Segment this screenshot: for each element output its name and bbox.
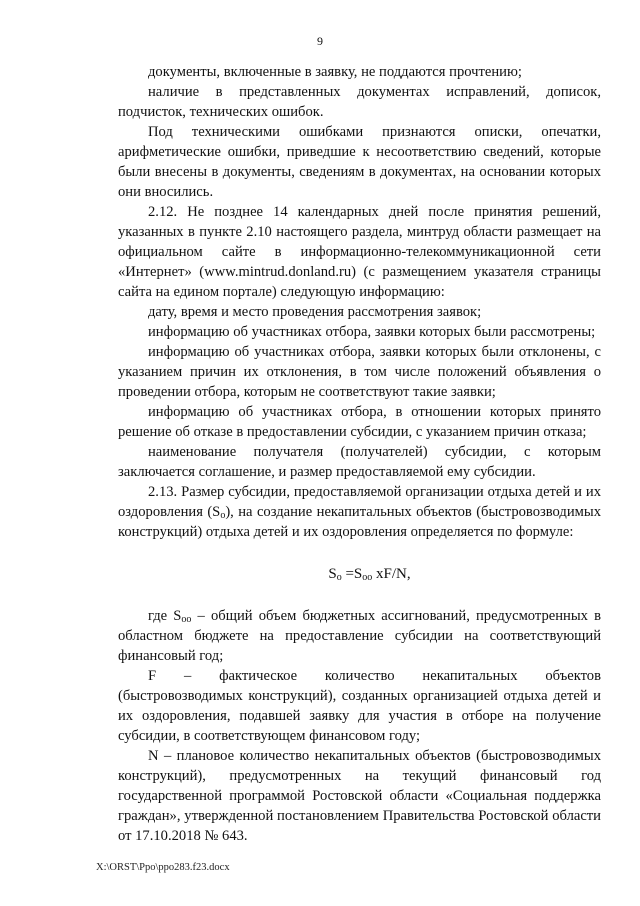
page-number: 9 — [317, 34, 323, 48]
paragraph: наличие в представленных документах исправлений, дописок, подчисток, технических ошибок. — [118, 84, 601, 120]
paragraph: информацию об участниках отбора, в отношении которых принято решение об отказе в предоставлении субсидии, с указанием причин отказа; — [118, 404, 601, 440]
spacer — [118, 542, 601, 564]
paragraph: Под техническими ошибками признаются описки, опечатки, арифметические ошибки, приведшие к несоответствию сведений, которые были внесены в документы, сведениям в документах, на основании которых они вносились. — [118, 124, 601, 200]
footer-file-path: X:\ORST\Ppo\ppo283.f23.docx — [96, 862, 230, 873]
paragraph: информацию об участниках отбора, заявки которых были отклонены, с указанием причин их отклонения, в том числе положений объявления о проведении отбора, которым не соответствуют такие заявки; — [118, 344, 601, 400]
spacer — [118, 584, 601, 606]
definition-n: N – плановое количество некапитальных объектов (быстровозводимых конструкций), предусмотренных на текущий финансовый год государственной программой Ростовской области «Социальная поддержка граждан», утвержденной постановлением Правительства Ростовской области от 17.10.2018 № 643. — [118, 748, 601, 844]
formula: $S_o =S_{oo}$ xF/N, — [328, 566, 411, 583]
paragraph: наименование получателя (получателей) субсидии, с которым заключается соглашение, и размер предоставляемой ему субсидии. — [118, 444, 601, 480]
definition-f: F – фактическое количество некапитальных объектов (быстровозводимых конструкций), созданных организацией отдыха детей и их оздоровления, подавшей заявку для участия в отборе на получение субсидии, в соответствующем финансовом году; — [118, 668, 601, 744]
paragraph-2-12: 2.12. Не позднее 14 календарных дней после принятия решений, указанных в пункте 2.10 настоящего раздела, минтруд области размещает на официальном сайте в информационно-телекоммуникационной сети «Интернет» (www.mintrud.donland.ru) (с размещением указателя страницы сайта на едином портале) следующую информацию: — [118, 204, 601, 300]
paragraph-2-13: 2.13. Размер субсидии, предоставляемой организации отдыха детей и их оздоровления $(S_o)$, на создание некапитальных объектов (быстровозводимых конструкций) отдыха детей и их оздоровления определяется по формуле: — [118, 484, 602, 540]
definition-soo: где $S_{oo}$ – общий объем бюджетных ассигнований, предусмотренных в областном бюджете на предоставление субсидии на соответствующий финансовый год; — [118, 608, 601, 664]
paragraph: информацию об участниках отбора, заявки которых были рассмотрены; — [148, 324, 596, 340]
paragraph: дату, время и место проведения рассмотрения заявок; — [148, 304, 482, 320]
document-body — [118, 62, 601, 846]
paragraph: документы, включенные в заявку, не поддаются прочтению; — [148, 64, 522, 80]
